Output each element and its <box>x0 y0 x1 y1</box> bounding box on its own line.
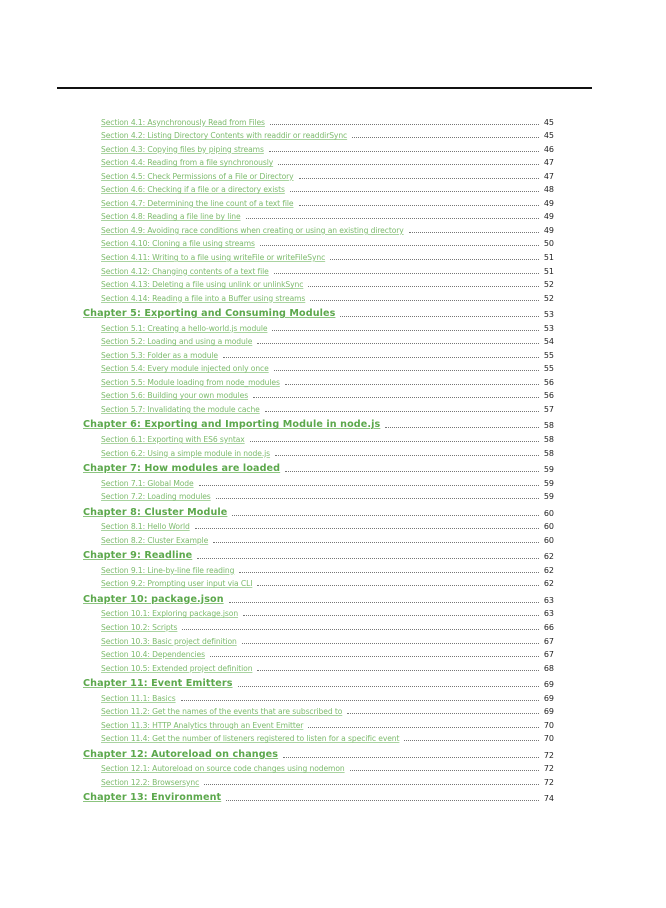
section-link[interactable]: Section 10.4: Dependencies <box>101 650 205 660</box>
section-link[interactable]: Section 5.3: Folder as a module <box>101 350 219 360</box>
toc-section-entry[interactable] <box>83 235 554 249</box>
page-number[interactable]: 60 <box>543 535 554 545</box>
dot-leader <box>223 357 539 358</box>
header-rule <box>57 87 592 89</box>
dot-leader <box>404 740 539 741</box>
page-number[interactable]: 58 <box>543 421 554 431</box>
section-link[interactable]: Section 4.2: Listing Directory Contents with readdir or readdirSync <box>101 131 348 141</box>
section-link[interactable]: Section 10.2: Scripts <box>101 622 178 632</box>
toc-chapter-entry[interactable] <box>83 501 554 518</box>
toc-section-entry[interactable] <box>83 333 554 347</box>
dot-leader <box>274 370 539 371</box>
section-link[interactable]: Section 4.10: Cloning a file using streams <box>101 239 255 249</box>
section-link[interactable]: Section 5.2: Loading and using a module <box>101 337 253 347</box>
page-number[interactable]: 67 <box>543 636 554 646</box>
page-number[interactable]: 72 <box>543 777 554 787</box>
page-number[interactable]: 66 <box>543 622 554 632</box>
page-number[interactable]: 56 <box>543 391 554 401</box>
dot-leader <box>275 455 539 456</box>
section-link[interactable]: Section 4.7: Determining the line count of a text file <box>101 198 294 208</box>
chapter-link[interactable]: Chapter 8: Cluster Module <box>83 506 228 518</box>
toc-chapter-entry[interactable] <box>83 458 554 475</box>
toc-chapter-entry[interactable] <box>83 743 554 760</box>
toc-chapter-entry[interactable] <box>83 787 554 804</box>
dot-leader <box>272 330 539 331</box>
dot-leader <box>253 397 539 398</box>
section-link[interactable]: Section 11.2: Get the names of the events that are subscribed to <box>101 707 343 717</box>
page-number[interactable]: 53 <box>543 310 554 320</box>
dot-leader <box>269 151 539 152</box>
toc-chapter-entry[interactable] <box>83 588 554 605</box>
section-link[interactable]: Section 5.5: Module loading from node_modules <box>101 377 280 387</box>
dot-leader <box>290 191 539 192</box>
section-link[interactable]: Section 4.3: Copying files by piping streams <box>101 144 264 154</box>
toc-section-entry[interactable] <box>83 488 554 502</box>
dot-leader <box>285 471 539 472</box>
page-number[interactable]: 69 <box>543 680 554 690</box>
page-number[interactable]: 55 <box>543 350 554 360</box>
page-number[interactable]: 74 <box>543 794 554 804</box>
dot-leader <box>274 273 539 274</box>
dot-leader <box>199 485 539 486</box>
chapter-link[interactable]: Chapter 6: Exporting and Importing Module in node.js <box>83 419 381 431</box>
toc-section-entry[interactable] <box>83 730 554 744</box>
dot-leader <box>243 615 539 616</box>
page-number[interactable]: 48 <box>543 185 554 195</box>
dot-leader <box>246 218 539 219</box>
toc-section-entry[interactable] <box>83 346 554 360</box>
dot-leader <box>347 713 539 714</box>
section-link[interactable]: Section 4.11: Writing to a file using writeFile or writeFileSync <box>101 253 326 263</box>
dot-leader <box>250 441 539 442</box>
toc-section-entry[interactable] <box>83 319 554 333</box>
toc-section-entry[interactable] <box>83 400 554 414</box>
dot-leader <box>385 427 539 428</box>
page-number[interactable]: 51 <box>543 253 554 263</box>
toc-section-entry[interactable] <box>83 154 554 168</box>
page-number[interactable]: 67 <box>543 650 554 660</box>
page-number[interactable]: 51 <box>543 266 554 276</box>
dot-leader <box>270 124 539 125</box>
chapter-link[interactable]: Chapter 7: How modules are loaded <box>83 463 281 475</box>
section-link[interactable]: Section 8.2: Cluster Example <box>101 535 209 545</box>
dot-leader <box>181 700 539 701</box>
dot-leader <box>182 629 539 630</box>
toc-section-entry[interactable] <box>83 430 554 444</box>
page-number[interactable]: 60 <box>543 522 554 532</box>
toc-section-entry[interactable] <box>83 248 554 262</box>
dot-leader <box>197 558 539 559</box>
page-number[interactable]: 60 <box>543 508 554 518</box>
section-link[interactable]: Section 6.2: Using a simple module in node.js <box>101 448 271 458</box>
dot-leader <box>265 411 539 412</box>
page-number[interactable]: 59 <box>543 465 554 475</box>
page-number[interactable]: 52 <box>543 280 554 290</box>
section-link[interactable]: Section 9.2: Prompting user input via CLI <box>101 579 253 589</box>
section-link[interactable]: Section 5.4: Every module injected only once <box>101 364 269 374</box>
toc-section-entry[interactable] <box>83 140 554 154</box>
chapter-link[interactable]: Chapter 13: Environment <box>83 792 222 804</box>
page-number[interactable]: 56 <box>543 377 554 387</box>
section-link[interactable]: Section 5.1: Creating a hello-world.js module <box>101 323 268 333</box>
page-number[interactable]: 49 <box>543 198 554 208</box>
page-number[interactable]: 45 <box>543 117 554 127</box>
toc-section-entry[interactable] <box>83 575 554 589</box>
section-link[interactable]: Section 11.1: Basics <box>101 693 176 703</box>
page-number[interactable]: 47 <box>543 158 554 168</box>
toc-section-entry[interactable] <box>83 113 554 127</box>
toc-section-entry[interactable] <box>83 194 554 208</box>
section-link[interactable]: Section 4.1: Asynchronously Read from Files <box>101 117 265 127</box>
section-link[interactable]: Section 5.6: Building your own modules <box>101 391 249 401</box>
toc-section-entry[interactable] <box>83 518 554 532</box>
toc-section-entry[interactable] <box>83 632 554 646</box>
dot-leader <box>308 727 539 728</box>
page-number[interactable]: 54 <box>543 337 554 347</box>
page-number[interactable]: 59 <box>543 492 554 502</box>
toc-section-entry[interactable] <box>83 167 554 181</box>
page-number[interactable]: 57 <box>543 404 554 414</box>
toc-section-entry[interactable] <box>83 646 554 660</box>
dot-leader <box>239 572 539 573</box>
dot-leader <box>257 343 539 344</box>
page-number[interactable]: 62 <box>543 565 554 575</box>
toc-chapter-entry[interactable] <box>83 673 554 690</box>
section-link[interactable]: Section 5.7: Invalidating the module cache <box>101 404 260 414</box>
section-link[interactable]: Section 12.2: Browsersync <box>101 777 200 787</box>
dot-leader <box>409 232 539 233</box>
page-number[interactable]: 49 <box>543 212 554 222</box>
toc-section-entry[interactable] <box>83 716 554 730</box>
toc-section-entry[interactable] <box>83 181 554 195</box>
dot-leader <box>330 259 539 260</box>
page-number[interactable]: 68 <box>543 663 554 673</box>
toc-section-entry[interactable] <box>83 531 554 545</box>
dot-leader <box>232 515 539 516</box>
page-number[interactable]: 52 <box>543 293 554 303</box>
page-number[interactable]: 45 <box>543 131 554 141</box>
section-link[interactable]: Section 12.1: Autoreload on source code changes using nodemon <box>101 764 345 774</box>
page-number[interactable]: 49 <box>543 225 554 235</box>
page-number[interactable]: 70 <box>543 734 554 744</box>
section-link[interactable]: Section 4.9: Avoiding race conditions when creating or using an existing directory <box>101 225 404 235</box>
table-of-contents <box>83 113 554 803</box>
page-number[interactable]: 72 <box>543 764 554 774</box>
toc-section-entry[interactable] <box>83 208 554 222</box>
dot-leader <box>257 670 539 671</box>
toc-section-entry[interactable] <box>83 703 554 717</box>
toc-chapter-entry[interactable] <box>83 414 554 431</box>
page-number[interactable]: 58 <box>543 435 554 445</box>
section-link[interactable]: Section 4.12: Changing contents of a text file <box>101 266 269 276</box>
section-link[interactable]: Section 4.5: Check Permissions of a File or Directory <box>101 171 294 181</box>
page-number[interactable]: 53 <box>543 323 554 333</box>
toc-section-entry[interactable] <box>83 360 554 374</box>
toc-section-entry[interactable] <box>83 373 554 387</box>
page-number[interactable]: 70 <box>543 720 554 730</box>
dot-leader <box>229 602 539 603</box>
toc-section-entry[interactable] <box>83 276 554 290</box>
toc-section-entry[interactable] <box>83 474 554 488</box>
dot-leader <box>308 286 539 287</box>
toc-section-entry[interactable] <box>83 689 554 703</box>
dot-leader <box>210 656 539 657</box>
toc-section-entry[interactable] <box>83 262 554 276</box>
dot-leader <box>238 686 539 687</box>
dot-leader <box>260 245 539 246</box>
page-number[interactable]: 63 <box>543 609 554 619</box>
section-link[interactable]: Section 11.3: HTTP Analytics through an Event Emitter <box>101 720 304 730</box>
toc-section-entry[interactable] <box>83 289 554 303</box>
section-link[interactable]: Section 9.1: Line-by-line file reading <box>101 565 235 575</box>
section-link[interactable]: Section 10.3: Basic project definition <box>101 636 237 646</box>
toc-section-entry[interactable] <box>83 561 554 575</box>
toc-section-entry[interactable] <box>83 659 554 673</box>
toc-section-entry[interactable] <box>83 221 554 235</box>
dot-leader <box>226 800 539 801</box>
page-number[interactable]: 69 <box>543 693 554 703</box>
dot-leader <box>213 542 539 543</box>
page-number[interactable]: 58 <box>543 448 554 458</box>
section-link[interactable]: Section 11.4: Get the number of listeners registered to listen for a specific event <box>101 734 400 744</box>
dot-leader <box>299 178 539 179</box>
dot-leader <box>195 528 539 529</box>
toc-chapter-entry[interactable] <box>83 303 554 320</box>
dot-leader <box>216 498 539 499</box>
dot-leader <box>350 770 539 771</box>
chapter-link[interactable]: Chapter 10: package.json <box>83 593 224 605</box>
chapter-link[interactable]: Chapter 12: Autoreload on changes <box>83 748 279 760</box>
page-number[interactable]: 50 <box>543 239 554 249</box>
page-number[interactable]: 55 <box>543 364 554 374</box>
section-link[interactable]: Section 4.14: Reading a file into a Buffer using streams <box>101 293 306 303</box>
chapter-link[interactable]: Chapter 5: Exporting and Consuming Modules <box>83 308 336 320</box>
section-link[interactable]: Section 10.1: Exploring package.json <box>101 609 239 619</box>
page-number[interactable]: 62 <box>543 552 554 562</box>
section-link[interactable]: Section 8.1: Hello World <box>101 522 190 532</box>
toc-section-entry[interactable] <box>83 605 554 619</box>
toc-section-entry[interactable] <box>83 760 554 774</box>
page-number[interactable]: 59 <box>543 478 554 488</box>
page-number[interactable]: 62 <box>543 579 554 589</box>
page-number[interactable]: 72 <box>543 750 554 760</box>
toc-chapter-entry[interactable] <box>83 545 554 562</box>
page-number[interactable]: 47 <box>543 171 554 181</box>
section-link[interactable]: Section 4.6: Checking if a file or a directory exists <box>101 185 285 195</box>
dot-leader <box>352 137 539 138</box>
dot-leader <box>204 784 539 785</box>
dot-leader <box>278 164 539 165</box>
dot-leader <box>242 643 539 644</box>
section-link[interactable]: Section 7.2: Loading modules <box>101 492 211 502</box>
section-link[interactable]: Section 4.8: Reading a file line by line <box>101 212 241 222</box>
chapter-link[interactable]: Chapter 11: Event Emitters <box>83 678 233 690</box>
page-number[interactable]: 63 <box>543 595 554 605</box>
section-link[interactable]: Section 6.1: Exporting with ES6 syntax <box>101 435 245 445</box>
toc-section-entry[interactable] <box>83 387 554 401</box>
toc-section-entry[interactable] <box>83 618 554 632</box>
dot-leader <box>310 300 539 301</box>
toc-section-entry[interactable] <box>83 127 554 141</box>
section-link[interactable]: Section 4.13: Deleting a file using unlink or unlinkSync <box>101 280 304 290</box>
section-link[interactable]: Section 4.4: Reading from a file synchronously <box>101 158 274 168</box>
section-link[interactable]: Section 7.1: Global Mode <box>101 478 194 488</box>
dot-leader <box>285 384 539 385</box>
toc-section-entry[interactable] <box>83 773 554 787</box>
dot-leader <box>283 757 539 758</box>
chapter-link[interactable]: Chapter 9: Readline <box>83 550 193 562</box>
toc-section-entry[interactable] <box>83 444 554 458</box>
section-link[interactable]: Section 10.5: Extended project definition <box>101 663 253 673</box>
dot-leader <box>340 316 539 317</box>
page-number[interactable]: 46 <box>543 144 554 154</box>
page-number[interactable]: 69 <box>543 707 554 717</box>
dot-leader <box>299 205 539 206</box>
dot-leader <box>257 585 539 586</box>
